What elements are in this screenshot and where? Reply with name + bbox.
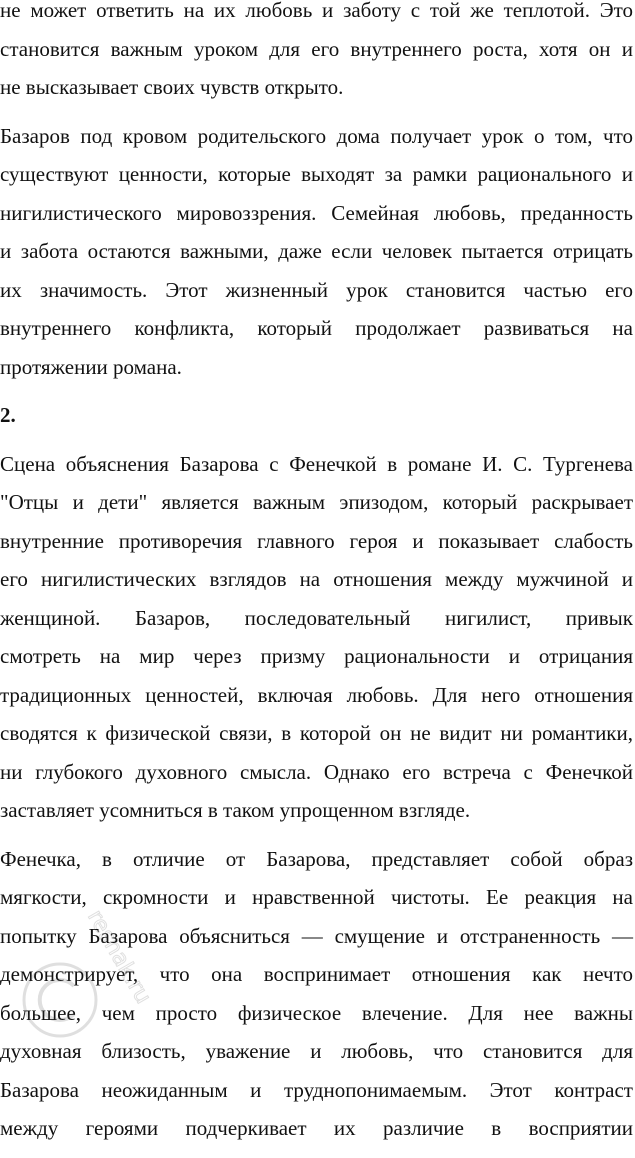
text-line: нигилистического мировоззрения. Семейная любовь, преданность bbox=[0, 200, 633, 225]
text-line: становится важным уроком для его внутреннего роста, хотя он и bbox=[0, 36, 633, 61]
text-line: их значимость. Этот жизненный урок становится частью его bbox=[0, 277, 633, 302]
text-line: демонстрирует, что она воспринимает отношения как нечто bbox=[0, 962, 633, 986]
text-line: протяжении романа. bbox=[0, 354, 182, 379]
section-heading bbox=[0, 396, 633, 435]
text-line: сводятся к физической связи, в которой он не видит ни романтики, bbox=[0, 721, 633, 745]
paragraph-4 bbox=[0, 840, 633, 1148]
text-line: между героями подчеркивает их различие в восприятии bbox=[0, 1116, 633, 1140]
text-line: не высказывает своих чувств открыто. bbox=[0, 75, 344, 99]
paragraph-1 bbox=[0, 0, 633, 107]
text-line: большее, чем просто физическое влечение. Для нее важны bbox=[0, 1000, 633, 1025]
svg-text:reshak.ru: reshak.ru bbox=[82, 905, 156, 1009]
text-line: Фенечка, в отличие от Базарова, представляет собой образ bbox=[0, 846, 633, 871]
text-line: традиционных ценностей, включая любовь. Для него отношения bbox=[0, 682, 633, 707]
text-line: попытку Базарова объясниться — смущение и отстраненность — bbox=[0, 923, 633, 948]
text-line: ни глубокого духовного смысла. Однако его встреча с Фенечкой bbox=[0, 759, 633, 784]
text-line: Базаров под кровом родительского дома получает урок о том, что bbox=[0, 123, 633, 148]
paragraph-3 bbox=[0, 445, 633, 830]
text-line: "Отцы и дети" является важным эпизодом, который раскрывает bbox=[0, 490, 633, 514]
text-line: мягкости, скромности и нравственной чистоты. Ее реакция на bbox=[0, 885, 633, 909]
text-line: внутреннего конфликта, который продолжает развиваться на bbox=[0, 316, 633, 340]
text-line: смотреть на мир через призму рациональности и отрицания bbox=[0, 644, 633, 668]
text-line: и забота остаются важными, даже если человек пытается отрицать bbox=[0, 239, 633, 263]
text-line: заставляет усомниться в таком упрощенном взгляде. bbox=[0, 798, 471, 822]
text-line: не может ответить на их любовь и заботу с той же теплотой. Это bbox=[0, 0, 633, 22]
text-line: существуют ценности, которые выходят за рамки рационального и bbox=[0, 162, 633, 186]
text-line: духовная близость, уважение и любовь, что становится для bbox=[0, 1039, 633, 1063]
text-line: его нигилистических взглядов на отношения между мужчиной и bbox=[0, 567, 633, 591]
paragraph-2 bbox=[0, 117, 633, 387]
text-line: женщиной. Базаров, последовательный нигилист, привык bbox=[0, 605, 633, 630]
text-line: Сцена объяснения Базарова с Фенечкой в романе И. С. Тургенева bbox=[0, 451, 633, 476]
text-line: Базарова неожиданным и труднопонимаемым. Этот контраст bbox=[0, 1077, 633, 1102]
text-line: внутренние противоречия главного героя и показывает слабость bbox=[0, 528, 633, 553]
section-number: 2. bbox=[0, 403, 16, 427]
